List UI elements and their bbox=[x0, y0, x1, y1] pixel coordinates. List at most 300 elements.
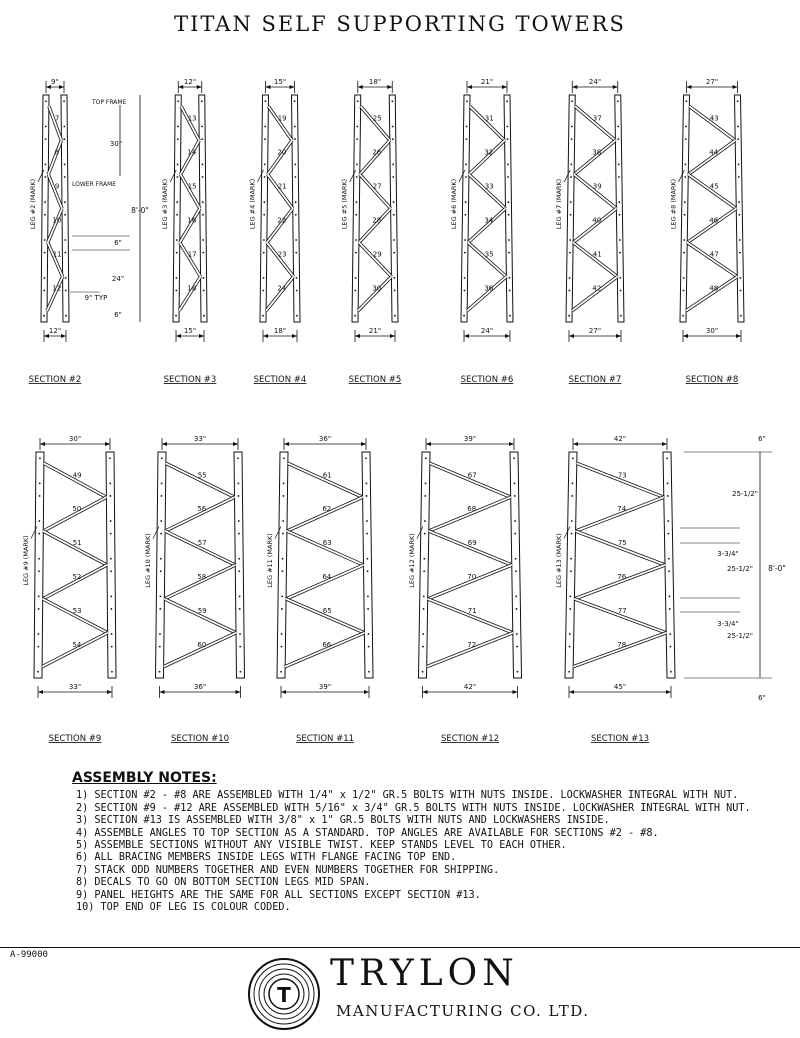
bolt-hole bbox=[514, 533, 516, 535]
brace-mark-number: 14 bbox=[187, 148, 197, 157]
tower-leg-right bbox=[61, 95, 69, 322]
bolt-hole bbox=[619, 239, 621, 241]
bolt-hole bbox=[262, 315, 264, 317]
bolt-hole bbox=[684, 214, 686, 216]
brace-mark-number: 78 bbox=[617, 640, 627, 649]
bracing-member bbox=[358, 277, 391, 311]
bolt-hole bbox=[264, 176, 266, 178]
section-label: SECTION #4 bbox=[253, 375, 307, 385]
bracing-member bbox=[180, 243, 201, 277]
bracing-member bbox=[470, 106, 505, 140]
bolt-hole bbox=[570, 570, 572, 572]
bolt-hole bbox=[368, 633, 370, 635]
bolt-hole bbox=[175, 315, 177, 317]
bolt-hole bbox=[109, 495, 111, 497]
bolt-hole bbox=[509, 277, 511, 279]
bracing-member bbox=[48, 174, 62, 208]
bolt-hole bbox=[423, 570, 425, 572]
bracing-member bbox=[686, 277, 737, 311]
brace-mark-number: 59 bbox=[197, 606, 207, 615]
bolt-hole bbox=[425, 457, 427, 459]
bolt-hole bbox=[45, 100, 47, 102]
assembly-note: 5) ASSEMBLE SECTIONS WITHOUT ANY VISIBLE TWIST. KEEP STANDS LEVEL TO EACH OTHER. bbox=[76, 840, 567, 852]
bolt-hole bbox=[176, 252, 178, 254]
section-label: SECTION #3 bbox=[163, 375, 217, 385]
brace-mark-number: 21 bbox=[277, 182, 287, 191]
brace-mark-number: 52 bbox=[72, 572, 82, 581]
bolt-hole bbox=[424, 520, 426, 522]
bolt-hole bbox=[668, 533, 670, 535]
bolt-hole bbox=[201, 100, 203, 102]
bracing-member bbox=[287, 497, 363, 531]
tower-leg-right bbox=[362, 452, 373, 678]
bolt-hole bbox=[110, 520, 112, 522]
bolt-hole bbox=[161, 457, 163, 459]
bracing-member bbox=[165, 497, 234, 531]
bracing-member bbox=[573, 633, 666, 667]
assembly-notes bbox=[72, 772, 772, 914]
bolt-hole bbox=[738, 176, 740, 178]
bracing-member bbox=[165, 531, 235, 565]
bolt-hole bbox=[394, 290, 396, 292]
brace-mark-number: 34 bbox=[484, 216, 494, 225]
bolt-hole bbox=[282, 520, 284, 522]
bracing-member bbox=[687, 209, 736, 243]
dimension-label: 25-1/2" bbox=[732, 490, 758, 498]
bolt-hole bbox=[368, 646, 370, 648]
dimension-label: 6" bbox=[114, 311, 122, 319]
bolt-hole bbox=[667, 520, 669, 522]
bolt-hole bbox=[367, 608, 369, 610]
bolt-hole bbox=[669, 595, 671, 597]
bracing-member bbox=[576, 497, 664, 531]
bolt-hole bbox=[367, 558, 369, 560]
bolt-hole bbox=[263, 277, 265, 279]
bolt-hole bbox=[37, 646, 39, 648]
tower-section bbox=[408, 435, 522, 744]
brace-mark-number: 22 bbox=[277, 216, 287, 225]
bolt-hole bbox=[43, 290, 45, 292]
bracing-member bbox=[577, 463, 664, 497]
dimension-label: 25-1/2" bbox=[727, 632, 753, 640]
bolt-hole bbox=[296, 315, 298, 317]
brace-mark-number: 18 bbox=[187, 284, 197, 293]
bracing-member bbox=[573, 243, 617, 277]
bolt-hole bbox=[392, 138, 394, 140]
bolt-hole bbox=[238, 558, 240, 560]
dimension-label: 6" bbox=[758, 694, 766, 702]
dimension-label: 25-1/2" bbox=[727, 565, 753, 573]
bolt-hole bbox=[282, 570, 284, 572]
brace-mark-number: 60 bbox=[197, 640, 207, 649]
bolt-hole bbox=[357, 100, 359, 102]
leg-mark-label: LEG #6 (MARK) bbox=[450, 178, 458, 230]
bolt-hole bbox=[176, 201, 178, 203]
bolt-hole bbox=[570, 176, 572, 178]
bracing-member bbox=[429, 497, 511, 531]
bolt-hole bbox=[572, 482, 574, 484]
bolt-hole bbox=[64, 214, 66, 216]
leg-mark-label: LEG #9 (MARK) bbox=[22, 535, 30, 586]
bolt-hole bbox=[110, 558, 112, 560]
bolt-hole bbox=[356, 126, 358, 128]
bolt-hole bbox=[263, 239, 265, 241]
bolt-hole bbox=[264, 163, 266, 165]
brace-mark-number: 71 bbox=[467, 606, 477, 615]
bolt-hole bbox=[64, 239, 66, 241]
leg-mark-label: LEG #13 (MARK) bbox=[555, 533, 563, 588]
section-label: SECTION #9 bbox=[48, 734, 102, 744]
bolt-hole bbox=[159, 608, 161, 610]
dimension-label: 33" bbox=[193, 435, 207, 443]
bracing-member bbox=[43, 565, 107, 599]
bolt-hole bbox=[367, 570, 369, 572]
assembly-note: 2) SECTION #9 - #12 ARE ASSEMBLED WITH 5/16" x 3/4" GR.5 BOLTS WITH NUTS INSIDE. LOCKWASHER INTEGRAL WITH NUT. bbox=[76, 802, 751, 814]
brace-mark-number: 44 bbox=[709, 148, 719, 157]
brace-mark-number: 38 bbox=[592, 148, 602, 157]
dimension-label: 24" bbox=[480, 327, 494, 335]
bolt-hole bbox=[263, 214, 265, 216]
dimension-label: 8'-0" bbox=[768, 564, 786, 573]
bolt-hole bbox=[513, 457, 515, 459]
brace-mark-number: 45 bbox=[709, 182, 719, 191]
bolt-hole bbox=[44, 163, 46, 165]
bolt-hole bbox=[64, 176, 66, 178]
bolt-hole bbox=[618, 176, 620, 178]
brace-mark-number: 25 bbox=[372, 114, 382, 123]
bolt-hole bbox=[393, 239, 395, 241]
brace-mark-number: 67 bbox=[467, 471, 477, 480]
bolt-hole bbox=[39, 495, 41, 497]
bracing-member bbox=[574, 174, 616, 208]
bolt-hole bbox=[507, 138, 509, 140]
top-frame-label: TOP FRAME bbox=[92, 99, 127, 106]
assembly-note: 4) ASSEMBLE ANGLES TO TOP SECTION AS A STANDARD. TOP ANGLES ARE AVAILABLE FOR SECTIONS #2 - #8. bbox=[76, 827, 659, 839]
bolt-hole bbox=[177, 163, 179, 165]
tower-leg-left bbox=[419, 452, 431, 678]
bolt-hole bbox=[202, 163, 204, 165]
dimension-label: 24" bbox=[588, 78, 602, 86]
bracing-member bbox=[42, 633, 108, 667]
brace-mark-number: 64 bbox=[322, 572, 332, 581]
bolt-hole bbox=[177, 126, 179, 128]
brace-mark-number: 32 bbox=[484, 148, 494, 157]
bolt-hole bbox=[201, 126, 203, 128]
bolt-hole bbox=[685, 126, 687, 128]
bolt-hole bbox=[366, 482, 368, 484]
bolt-hole bbox=[683, 239, 685, 241]
bolt-hole bbox=[159, 633, 161, 635]
bolt-hole bbox=[465, 201, 467, 203]
bracing-member bbox=[359, 209, 391, 243]
bolt-hole bbox=[43, 315, 45, 317]
bracing-member bbox=[573, 209, 616, 243]
tower-section bbox=[670, 78, 745, 385]
trylon-logo-icon bbox=[246, 956, 322, 1032]
bracing-member bbox=[268, 140, 292, 174]
bracing-member bbox=[430, 463, 511, 497]
bolt-hole bbox=[515, 595, 517, 597]
bolt-hole bbox=[238, 520, 240, 522]
bolt-hole bbox=[202, 239, 204, 241]
bracing-member bbox=[688, 140, 735, 174]
bolt-hole bbox=[570, 214, 572, 216]
bracing-member bbox=[429, 531, 512, 565]
bolt-hole bbox=[64, 163, 66, 165]
bolt-hole bbox=[176, 277, 178, 279]
bolt-hole bbox=[39, 457, 41, 459]
bracing-member bbox=[268, 106, 292, 140]
bolt-hole bbox=[466, 126, 468, 128]
brace-mark-number: 53 bbox=[72, 606, 82, 615]
section-label: SECTION #7 bbox=[568, 375, 622, 385]
brace-mark-number: 20 bbox=[277, 148, 287, 157]
bracing-member bbox=[287, 531, 364, 565]
bracing-member bbox=[164, 599, 236, 633]
bracing-member bbox=[688, 174, 736, 208]
bolt-hole bbox=[239, 595, 241, 597]
brace-mark-number: 55 bbox=[197, 471, 207, 480]
bracing-member bbox=[43, 497, 106, 531]
bolt-hole bbox=[280, 671, 282, 673]
bolt-hole bbox=[295, 176, 297, 178]
bolt-hole bbox=[202, 201, 204, 203]
bolt-hole bbox=[464, 277, 466, 279]
bolt-hole bbox=[571, 520, 573, 522]
bolt-hole bbox=[265, 100, 267, 102]
bolt-hole bbox=[392, 126, 394, 128]
bolt-hole bbox=[110, 608, 112, 610]
brace-mark-number: 26 bbox=[372, 148, 382, 157]
bolt-hole bbox=[281, 595, 283, 597]
bolt-hole bbox=[737, 100, 739, 102]
brace-mark-number: 35 bbox=[484, 250, 494, 259]
section-label: SECTION #10 bbox=[170, 734, 230, 744]
dimension-label: 27" bbox=[705, 78, 719, 86]
brace-mark-number: 56 bbox=[197, 505, 207, 514]
brace-mark-number: 27 bbox=[372, 182, 382, 191]
bracing-member bbox=[469, 140, 505, 174]
dimension-label: 9" TYP bbox=[84, 294, 108, 302]
tower-leg-left bbox=[566, 95, 575, 322]
bolt-hole bbox=[355, 252, 357, 254]
bolt-hole bbox=[356, 201, 358, 203]
bolt-hole bbox=[568, 671, 570, 673]
tower-leg-left bbox=[260, 95, 269, 322]
section13-dimensions bbox=[680, 435, 786, 702]
bolt-hole bbox=[282, 533, 284, 535]
bracing-member bbox=[288, 463, 363, 497]
lower-frame-label: LOWER FRAME bbox=[72, 181, 117, 188]
bolt-hole bbox=[63, 126, 65, 128]
dimension-label: 21" bbox=[480, 78, 494, 86]
tower-section bbox=[555, 435, 675, 744]
bracing-member bbox=[286, 565, 363, 599]
bolt-hole bbox=[739, 252, 741, 254]
bolt-hole bbox=[38, 608, 40, 610]
tower-section bbox=[555, 78, 624, 385]
assembly-note: 9) PANEL HEIGHTS ARE THE SAME FOR ALL SECTIONS EXCEPT SECTION #13. bbox=[76, 889, 481, 901]
brace-mark-number: 66 bbox=[322, 640, 332, 649]
bolt-hole bbox=[176, 214, 178, 216]
tower-leg-left bbox=[461, 95, 470, 322]
bracing-member bbox=[574, 565, 665, 599]
tower-leg-right bbox=[106, 452, 116, 678]
bracing-member bbox=[468, 209, 505, 243]
bracing-member bbox=[427, 633, 513, 667]
bolt-hole bbox=[569, 646, 571, 648]
bolt-hole bbox=[507, 163, 509, 165]
bolt-hole bbox=[365, 457, 367, 459]
dimension-label: 12" bbox=[48, 327, 62, 335]
dimension-label: 9" bbox=[51, 78, 59, 86]
bolt-hole bbox=[394, 315, 396, 317]
bolt-hole bbox=[669, 633, 671, 635]
bolt-hole bbox=[569, 608, 571, 610]
bolt-hole bbox=[238, 533, 240, 535]
bolt-hole bbox=[571, 495, 573, 497]
bolt-hole bbox=[619, 214, 621, 216]
bolt-hole bbox=[466, 100, 468, 102]
bracing-member bbox=[48, 243, 63, 277]
brace-mark-number: 57 bbox=[197, 539, 207, 548]
bolt-hole bbox=[738, 201, 740, 203]
bracing-member bbox=[44, 463, 107, 497]
brace-mark-number: 68 bbox=[467, 505, 477, 514]
bolt-hole bbox=[682, 315, 684, 317]
bracing-member bbox=[180, 140, 199, 174]
bracing-member bbox=[361, 106, 390, 140]
brace-mark-number: 51 bbox=[72, 539, 82, 548]
section2-dimensions bbox=[70, 95, 149, 322]
bolt-hole bbox=[237, 457, 239, 459]
bolt-hole bbox=[296, 290, 298, 292]
bolt-hole bbox=[64, 252, 66, 254]
bracing-member bbox=[267, 209, 293, 243]
bolt-hole bbox=[508, 214, 510, 216]
bolt-hole bbox=[686, 100, 688, 102]
bolt-hole bbox=[464, 252, 466, 254]
tower-section bbox=[161, 78, 216, 385]
bolt-hole bbox=[294, 163, 296, 165]
bolt-hole bbox=[203, 290, 205, 292]
bolt-hole bbox=[463, 315, 465, 317]
bolt-hole bbox=[737, 138, 739, 140]
dimension-label: 30" bbox=[705, 327, 719, 335]
bolt-hole bbox=[617, 100, 619, 102]
leg-mark-label: LEG #12 (MARK) bbox=[408, 533, 416, 588]
bolt-hole bbox=[618, 163, 620, 165]
bracing-member bbox=[576, 531, 665, 565]
bolt-hole bbox=[738, 163, 740, 165]
dimension-label: 24" bbox=[111, 275, 125, 283]
tower-leg-left bbox=[565, 452, 577, 678]
bolt-hole bbox=[619, 277, 621, 279]
brace-mark-number: 17 bbox=[187, 250, 197, 259]
bolt-hole bbox=[670, 671, 672, 673]
bolt-hole bbox=[515, 558, 517, 560]
dimension-label: 39" bbox=[318, 683, 332, 691]
brace-mark-number: 54 bbox=[72, 640, 82, 649]
bolt-hole bbox=[161, 495, 163, 497]
brace-mark-number: 12 bbox=[52, 284, 62, 293]
bolt-hole bbox=[570, 201, 572, 203]
brace-mark-number: 40 bbox=[592, 216, 602, 225]
bolt-hole bbox=[111, 671, 113, 673]
bolt-hole bbox=[109, 457, 111, 459]
brace-mark-number: 42 bbox=[592, 284, 602, 293]
bolt-hole bbox=[281, 633, 283, 635]
bracing-member bbox=[574, 599, 666, 633]
tower-leg-left bbox=[352, 95, 361, 322]
brace-mark-number: 30 bbox=[372, 284, 382, 293]
brace-mark-number: 24 bbox=[277, 284, 287, 293]
bolt-hole bbox=[202, 176, 204, 178]
bolt-hole bbox=[422, 671, 424, 673]
bolt-hole bbox=[569, 290, 571, 292]
bracing-member bbox=[179, 277, 200, 311]
leg-mark-label: LEG #11 (MARK) bbox=[266, 533, 274, 588]
bolt-hole bbox=[356, 176, 358, 178]
brace-mark-number: 49 bbox=[72, 471, 82, 480]
bolt-hole bbox=[282, 558, 284, 560]
bracing-member bbox=[574, 140, 615, 174]
bracing-member bbox=[360, 140, 390, 174]
bolt-hole bbox=[281, 646, 283, 648]
brace-mark-number: 19 bbox=[277, 114, 287, 123]
dimension-label: 39" bbox=[463, 435, 477, 443]
bolt-hole bbox=[425, 482, 427, 484]
bolt-hole bbox=[294, 138, 296, 140]
bolt-hole bbox=[740, 315, 742, 317]
bolt-hole bbox=[160, 570, 162, 572]
brace-mark-number: 36 bbox=[484, 284, 494, 293]
bolt-hole bbox=[159, 646, 161, 648]
bolt-hole bbox=[355, 214, 357, 216]
bolt-hole bbox=[239, 646, 241, 648]
bolt-hole bbox=[668, 558, 670, 560]
bolt-hole bbox=[45, 138, 47, 140]
bracing-member bbox=[428, 599, 513, 633]
bolt-hole bbox=[281, 608, 283, 610]
bolt-hole bbox=[64, 201, 66, 203]
bolt-hole bbox=[63, 100, 65, 102]
leg-mark-label: LEG #3 (MARK) bbox=[161, 178, 170, 230]
bolt-hole bbox=[424, 533, 426, 535]
bolt-hole bbox=[354, 315, 356, 317]
bracing-member bbox=[267, 243, 294, 277]
bolt-hole bbox=[617, 126, 619, 128]
footer-divider bbox=[0, 947, 800, 948]
tower-section bbox=[450, 78, 513, 385]
bolt-hole bbox=[354, 290, 356, 292]
section-label: SECTION #8 bbox=[685, 375, 739, 385]
brace-mark-number: 31 bbox=[484, 114, 494, 123]
tower-section bbox=[22, 435, 116, 744]
bolt-hole bbox=[516, 633, 518, 635]
bolt-hole bbox=[619, 252, 621, 254]
bolt-hole bbox=[283, 457, 285, 459]
tower-leg-right bbox=[292, 95, 301, 322]
bolt-hole bbox=[569, 252, 571, 254]
bracing-member bbox=[689, 106, 735, 140]
bolt-hole bbox=[294, 126, 296, 128]
bolt-hole bbox=[202, 252, 204, 254]
dimension-label: 30" bbox=[109, 140, 123, 148]
bolt-hole bbox=[669, 608, 671, 610]
bolt-hole bbox=[201, 138, 203, 140]
assembly-note: 3) SECTION #13 IS ASSEMBLED WITH 3/8" x 1" GR.5 BOLTS WITH NUTS AND LOCKWASHERS INSIDE. bbox=[76, 815, 610, 827]
